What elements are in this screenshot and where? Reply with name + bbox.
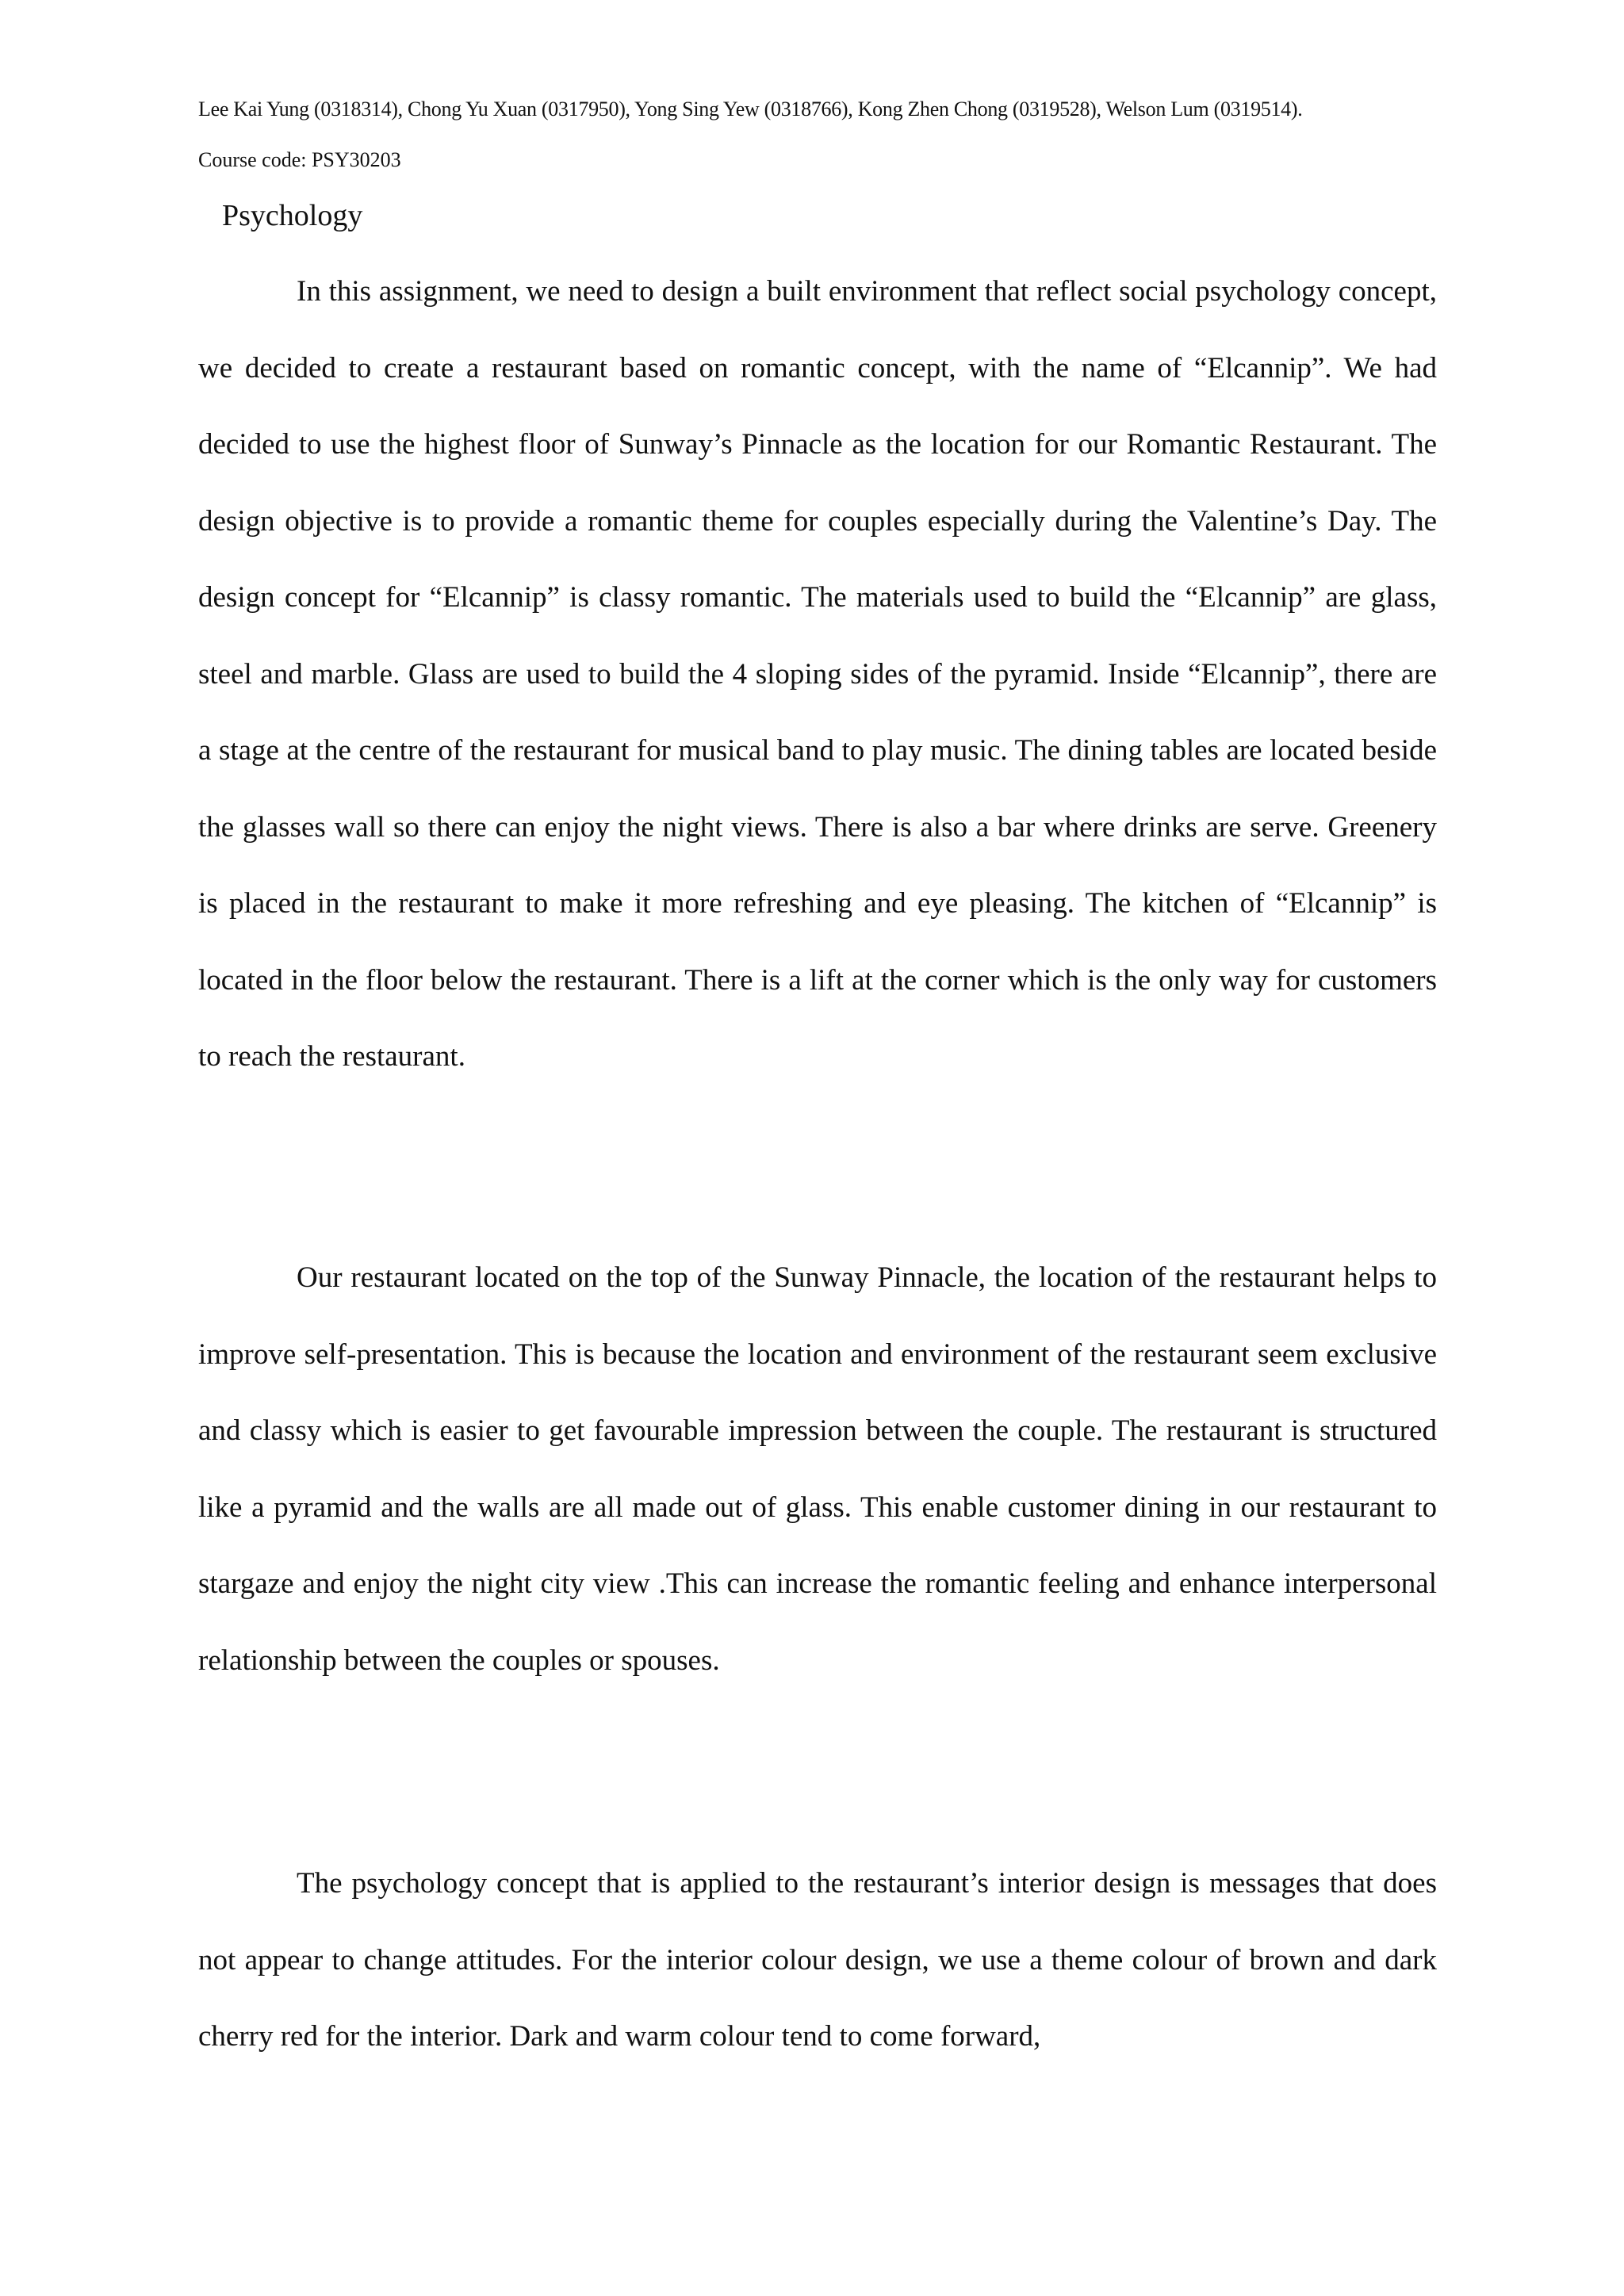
paragraph-location: Our restaurant located on the top of the Sunway Pinnacle, the location of the restaurant helps to improve self-presentation. This is because the location and environment of the restaurant seem exclusive and classy which is easier to get favourable impression between the couple. The restaurant is structured like a pyramid and the walls are all made out of glass. This enable customer dining in our restaurant to stargaze and enjoy the night city view .This can increase the romantic feeling and enhance interpersonal relationship between the couples or spouses. <box>198 1261 1437 1677</box>
paragraph-interior: The psychology concept that is applied to the restaurant’s interior design is messages that does not appear to change attitudes. For the interior colour design, we use a theme colour of brown and dark cherry red for the interior. Dark and warm colour tend to come forward, <box>198 1867 1437 2053</box>
section-title: Psychology <box>222 199 363 232</box>
header-course-code: Course code: PSY30203 <box>198 148 401 171</box>
header-authors: Lee Kai Yung (0318314), Chong Yu Xuan (0317950), Yong Sing Yew (0318766), Kong Zhen Chong (0319528), Welson Lum (0319514). <box>198 98 1303 121</box>
paragraph-intro: In this assignment, we need to design a built environment that reflect social psychology concept, we decided to create a restaurant based on romantic concept, with the name of “Elcannip”. We had decided to use the highest floor of Sunway’s Pinnacle as the location for our Romantic Restaurant. The design objective is to provide a romantic theme for couples especially during the Valentine’s Day. The design concept for “Elcannip” is classy romantic. The materials used to build the “Elcannip” are glass, steel and marble. Glass are used to build the 4 sloping sides of the pyramid. Inside “Elcannip”, there are a stage at the centre of the restaurant for musical band to play music. The dining tables are located beside the glasses wall so there can enjoy the night views. There is also a bar where drinks are serve. Greenery is placed in the restaurant to make it more refreshing and eye pleasing. The kitchen of “Elcannip” is located in the floor below the restaurant. There is a lift at the corner which is the only way for customers to reach the restaurant. <box>198 275 1437 1073</box>
